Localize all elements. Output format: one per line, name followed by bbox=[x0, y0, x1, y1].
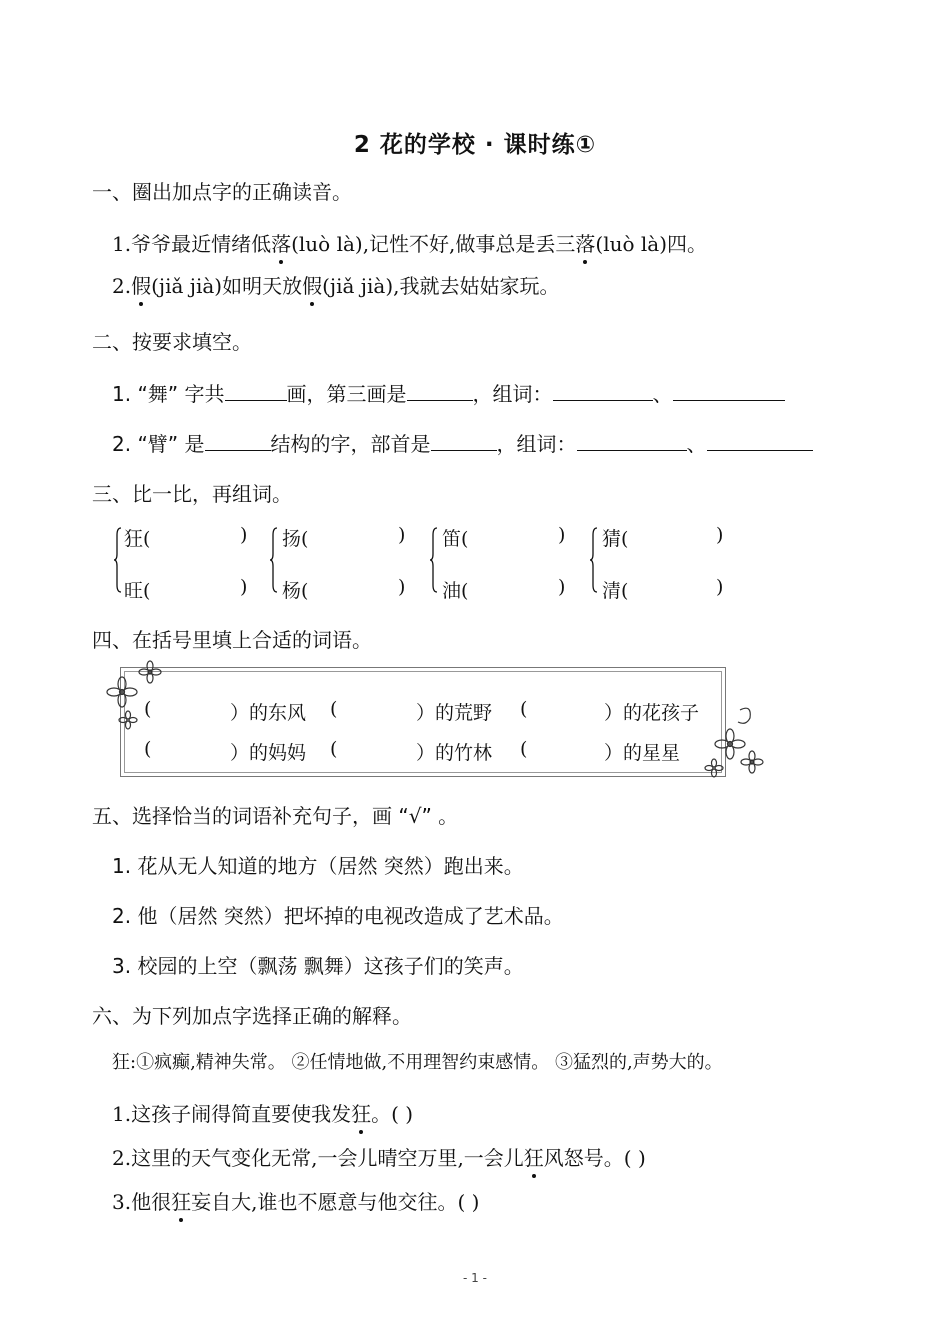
section-4-heading: 四、在括号里填上合适的词语。 bbox=[92, 628, 372, 652]
brace-icon bbox=[270, 527, 278, 593]
s2-question-2: 2. “臂” 是 结构的字，部首是 ，组词： 、 bbox=[112, 428, 813, 457]
s5-question-2: 2. 他（居然 突然）把坏掉的电视改造成了艺术品。 bbox=[112, 904, 564, 928]
s3-close-paren: ) bbox=[240, 524, 248, 546]
s4-open-paren: ( bbox=[520, 738, 528, 760]
flower-decoration-icon bbox=[104, 656, 164, 736]
page-title: 2 花的学校 · 课时练① bbox=[353, 132, 597, 158]
s4-phrase: ）的星星 bbox=[604, 742, 681, 764]
s4-open-paren: ( bbox=[330, 738, 338, 760]
s4-open-paren: ( bbox=[520, 698, 528, 720]
s2-question-1: 1. “舞” 字共 画，第三画是 ，组词： 、 bbox=[112, 378, 785, 407]
s3-close-paren: ) bbox=[716, 524, 724, 546]
brace-icon bbox=[430, 527, 438, 593]
s6-question-1: 1.这孩子闹得简直要使我发狂。( ) bbox=[112, 1098, 413, 1127]
s3-pair-3-bottom: 油( bbox=[442, 580, 469, 602]
section-2-heading: 二、按要求填空。 bbox=[92, 330, 252, 354]
s4-open-paren: ( bbox=[330, 698, 338, 720]
s3-close-paren: ) bbox=[716, 576, 724, 598]
s3-close-paren: ) bbox=[558, 576, 566, 598]
s5-question-1: 1. 花从无人知道的地方（居然 突然）跑出来。 bbox=[112, 854, 524, 878]
s4-phrase: ）的东风 bbox=[230, 702, 307, 724]
brace-icon bbox=[590, 527, 598, 593]
s1-question-1: 1.爷爷最近情绪低落(luò là),记性不好,做事总是丢三落(luò là)四。 bbox=[112, 228, 707, 257]
flower-decoration-icon bbox=[700, 704, 770, 782]
page-number: - 1 - bbox=[463, 1271, 487, 1285]
s3-pair-4-bottom: 清( bbox=[602, 580, 629, 602]
section-6-heading: 六、为下列加点字选择正确的解释。 bbox=[92, 1004, 412, 1028]
s3-close-paren: ) bbox=[558, 524, 566, 546]
s6-question-2: 2.这里的天气变化无常,一会儿晴空万里,一会儿狂风怒号。( ) bbox=[112, 1142, 646, 1171]
s4-phrase: ）的妈妈 bbox=[230, 742, 307, 764]
s4-phrase: ）的花孩子 bbox=[604, 702, 700, 724]
s1-question-2: 2.假(jiǎ jià)如明天放假(jiǎ jià),我就去姑姑家玩。 bbox=[112, 270, 559, 299]
s5-question-3: 3. 校园的上空（飘荡 飘舞）这孩子们的笑声。 bbox=[112, 954, 524, 978]
s3-pair-2-top: 扬( bbox=[282, 528, 309, 550]
s4-open-paren: ( bbox=[144, 738, 152, 760]
section-3-heading: 三、比一比，再组词。 bbox=[92, 482, 292, 506]
s3-pair-2-bottom: 杨( bbox=[282, 580, 309, 602]
section-1-heading: 一、圈出加点字的正确读音。 bbox=[92, 180, 352, 204]
s3-pair-3-top: 笛( bbox=[442, 528, 469, 550]
s4-phrase: ）的荒野 bbox=[416, 702, 493, 724]
brace-icon bbox=[114, 527, 122, 593]
s3-close-paren: ) bbox=[240, 576, 248, 598]
s4-open-paren: ( bbox=[144, 698, 152, 720]
s3-pair-1-top: 狂( bbox=[124, 528, 151, 550]
s3-close-paren: ) bbox=[398, 576, 406, 598]
s6-question-3: 3.他很狂妄自大,谁也不愿意与他交往。( ) bbox=[112, 1186, 479, 1215]
s3-pair-4-top: 猜( bbox=[602, 528, 629, 550]
s3-close-paren: ) bbox=[398, 524, 406, 546]
section-5-heading: 五、选择恰当的词语补充句子，画 “√” 。 bbox=[92, 804, 459, 828]
s4-phrase: ）的竹林 bbox=[416, 742, 493, 764]
s3-pair-1-bottom: 旺( bbox=[124, 580, 151, 602]
s6-definitions: 狂:①疯癫,精神失常。 ②任情地做,不用理智约束感情。 ③猛烈的,声势大的。 bbox=[112, 1052, 723, 1073]
